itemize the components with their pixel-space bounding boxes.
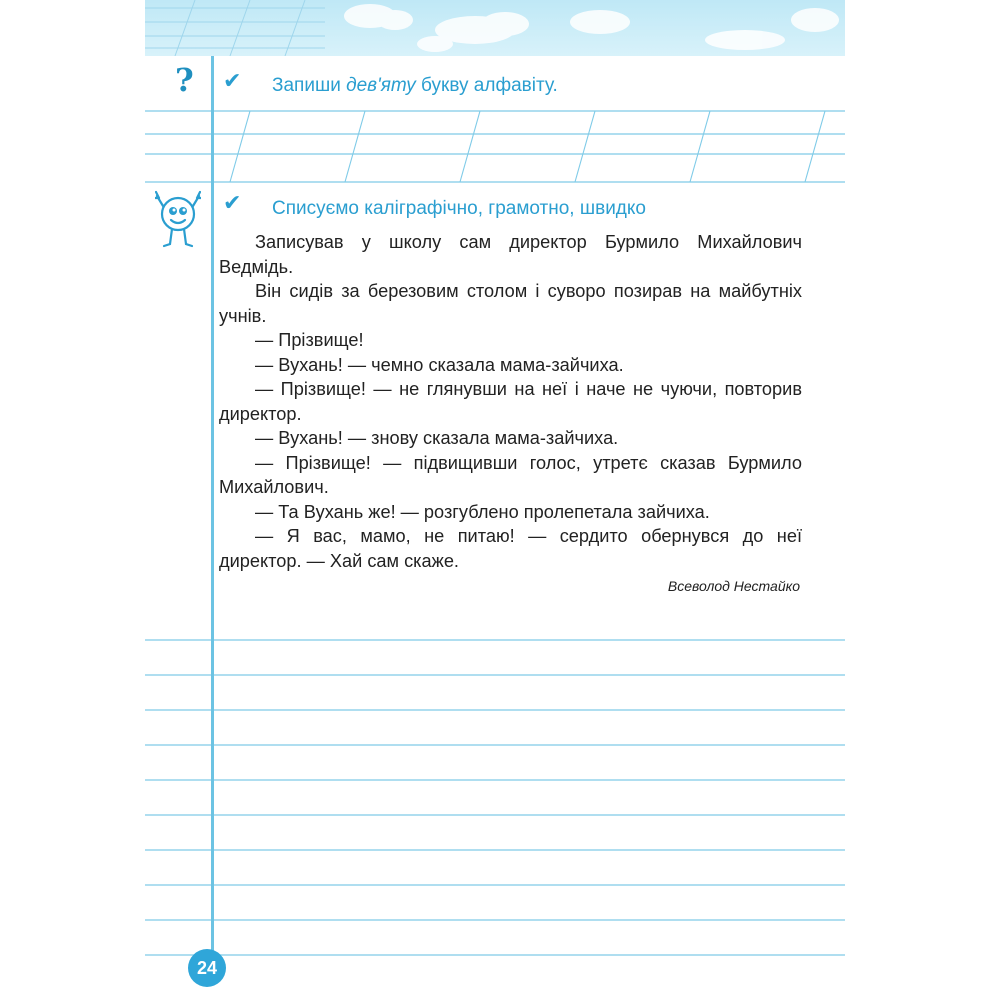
page-number-badge: 24 (188, 949, 226, 987)
text-paragraph: — Я вас, мамо, не питаю! — сердито обернувся до неї директор. — Хай сам скаже. (219, 526, 802, 571)
task-instruction-1: Запиши дев'яту букву алфавіту. (272, 75, 558, 96)
task-instruction-2: Списуємо каліграфічно, грамотно, швидко (272, 198, 646, 219)
ball-mascot-icon (155, 186, 201, 252)
reading-text (219, 230, 802, 573)
text-paragraph: — Та Вухань же! — розгублено пролепетала зайчиха. (255, 501, 710, 522)
question-mark-icon: ? (175, 61, 194, 99)
text-paragraph: — Вухань! — знову сказала мама-зайчиха. (255, 428, 619, 448)
text-paragraph: Записував у школу сам директор Бурмило Михайлович Ведмідь. (219, 232, 802, 277)
text-paragraph: Він сидів за березовим столом і суворо позирав на майбутніх учнів. (219, 281, 802, 326)
text-author: Всеволод Нестайко (667, 578, 800, 594)
text-paragraph: — Прізвище! — підвищивши голос, утретє сказав Бурмило Михайлович. (219, 452, 802, 497)
checkmark-icon: ✔ (223, 69, 242, 94)
checkmark-icon: ✔ (223, 191, 242, 216)
text-paragraph: — Прізвище! — не глянувши на неї і наче не чуючи, повторив директор. (219, 379, 802, 424)
margin-line (211, 56, 214, 976)
text-paragraph: — Прізвище! (255, 330, 364, 350)
text-paragraph: — Вухань! — чемно сказала мама-зайчиха. (255, 354, 624, 375)
workbook-page (145, 0, 845, 1000)
